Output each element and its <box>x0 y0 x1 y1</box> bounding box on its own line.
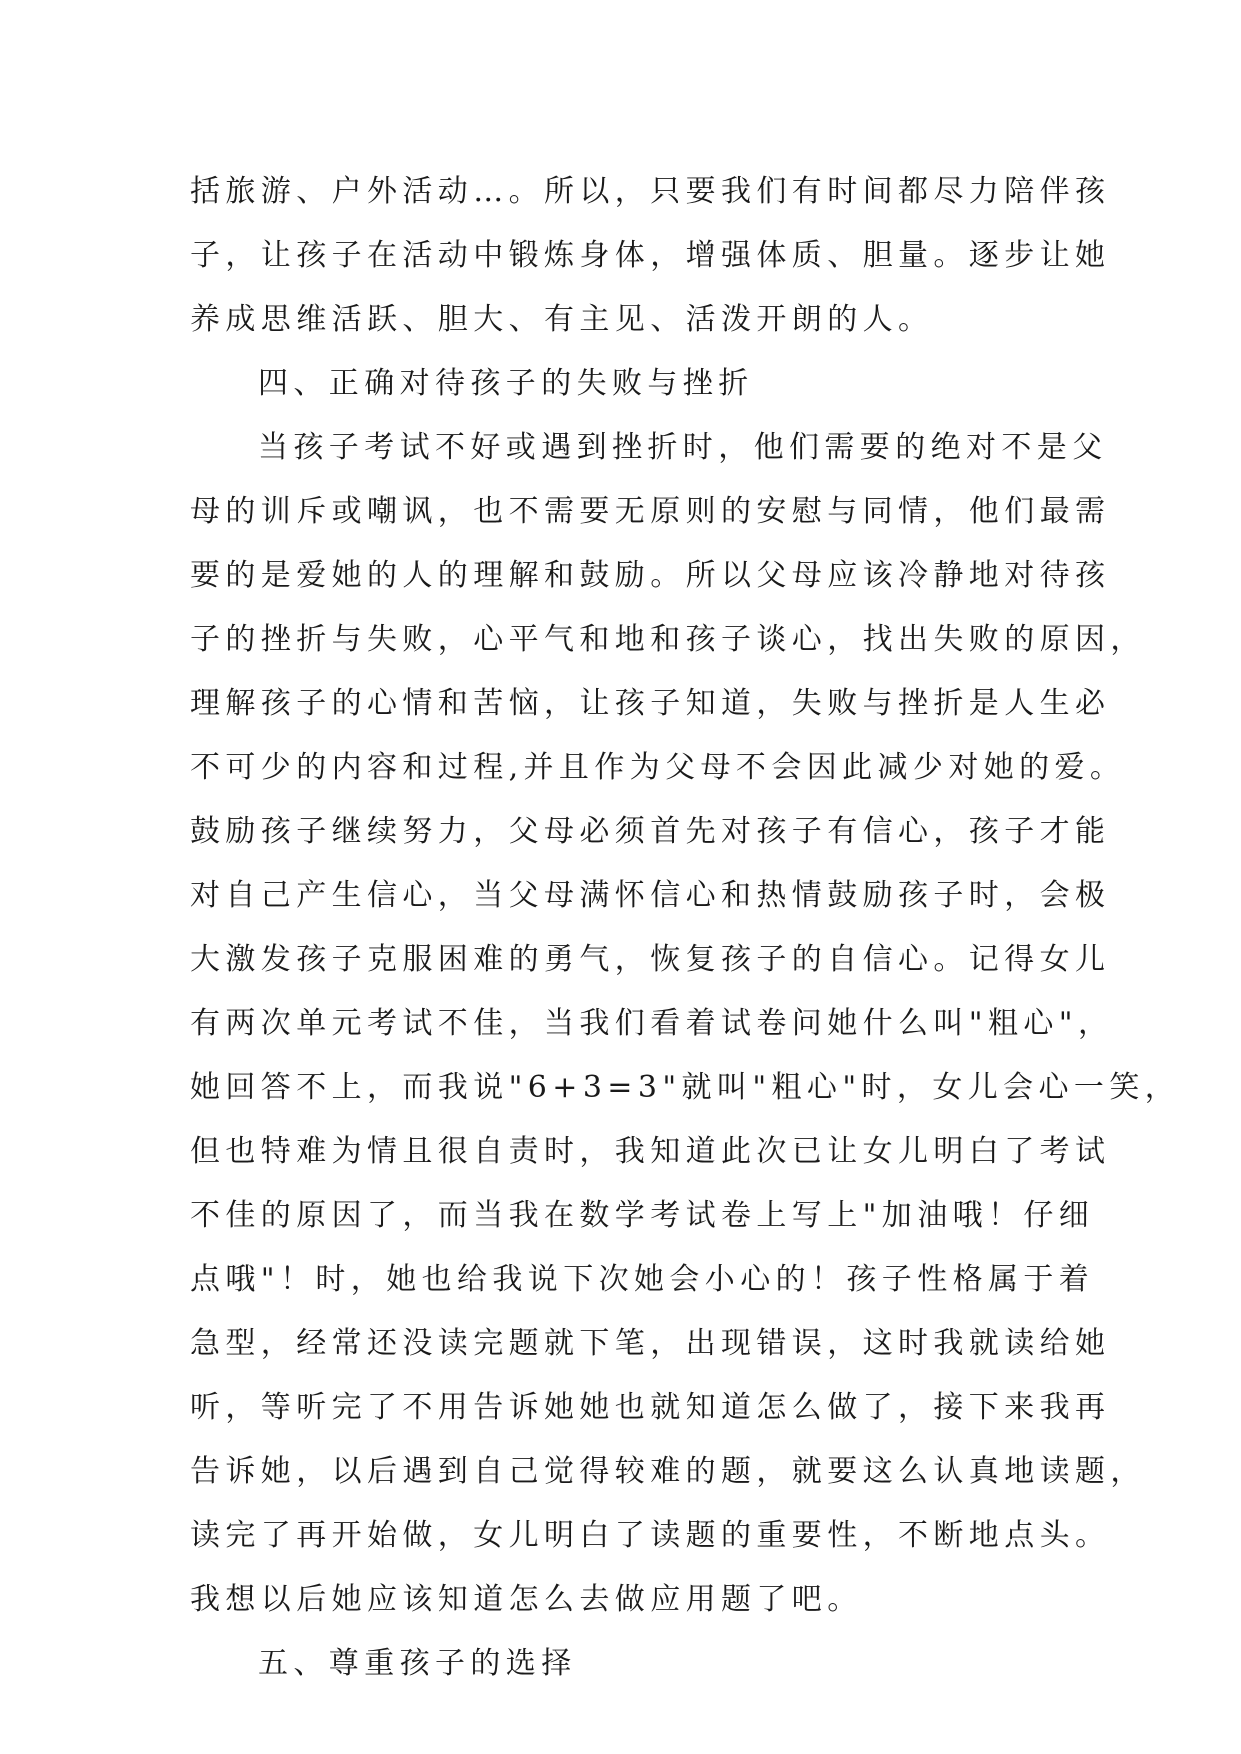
body-line: 要的是爱她的人的理解和鼓励。所以父母应该冷静地对待孩 <box>190 558 1111 593</box>
body-line: 点哦"！时，她也给我说下次她会小心的！孩子性格属于着 <box>190 1262 1095 1297</box>
body-line: 对自己产生信心，当父母满怀信心和热情鼓励孩子时，会极 <box>190 878 1111 913</box>
document-body <box>190 160 1181 1696</box>
body-line: 理解孩子的心情和苦恼，让孩子知道，失败与挫折是人生必 <box>190 686 1111 721</box>
body-line: 母的训斥或嘲讽，也不需要无原则的安慰与同情，他们最需 <box>190 494 1111 529</box>
body-line: 但也特难为情且很自责时，我知道此次已让女儿明白了考试 <box>190 1134 1111 1169</box>
body-line: 子，让孩子在活动中锻炼身体，增强体质、胆量。逐步让她 <box>190 238 1111 273</box>
body-line: 养成思维活跃、胆大、有主见、活泼开朗的人。 <box>190 302 934 337</box>
body-line: 鼓励孩子继续努力，父母必须首先对孩子有信心，孩子才能 <box>190 814 1111 849</box>
body-line: 不可少的内容和过程,并且作为父母不会因此减少对她的爱。 <box>190 750 1126 785</box>
body-line: 子的挫折与失败，心平气和地和孩子谈心，找出失败的原因， <box>190 622 1146 657</box>
section-heading: 四、正确对待孩子的失败与挫折 <box>258 366 754 401</box>
body-line: 告诉她，以后遇到自己觉得较难的题，就要这么认真地读题， <box>190 1454 1146 1489</box>
body-line: 听，等听完了不用告诉她她也就知道怎么做了，接下来我再 <box>190 1390 1111 1425</box>
body-line: 括旅游、户外活动…。所以，只要我们有时间都尽力陪伴孩 <box>190 174 1111 209</box>
body-line: 读完了再开始做，女儿明白了读题的重要性，不断地点头。 <box>190 1518 1111 1553</box>
body-line: 大激发孩子克服困难的勇气，恢复孩子的自信心。记得女儿 <box>190 942 1111 977</box>
body-line: 我想以后她应该知道怎么去做应用题了吧。 <box>190 1582 863 1617</box>
section-heading: 五、尊重孩子的选择 <box>258 1646 577 1681</box>
body-line: 急型，经常还没读完题就下笔，出现错误，这时我就读给她 <box>190 1326 1111 1361</box>
body-line: 不佳的原因了，而当我在数学考试卷上写上"加油哦！仔细 <box>190 1198 1095 1233</box>
paragraph-first-line: 当孩子考试不好或遇到挫折时，他们需要的绝对不是父 <box>258 430 1108 465</box>
body-line: 她回答不上，而我说"6+3=3"就叫"粗心"时，女儿会心一笑， <box>190 1070 1181 1105</box>
body-line: 有两次单元考试不佳，当我们看着试卷问她什么叫"粗心"， <box>190 1006 1114 1041</box>
